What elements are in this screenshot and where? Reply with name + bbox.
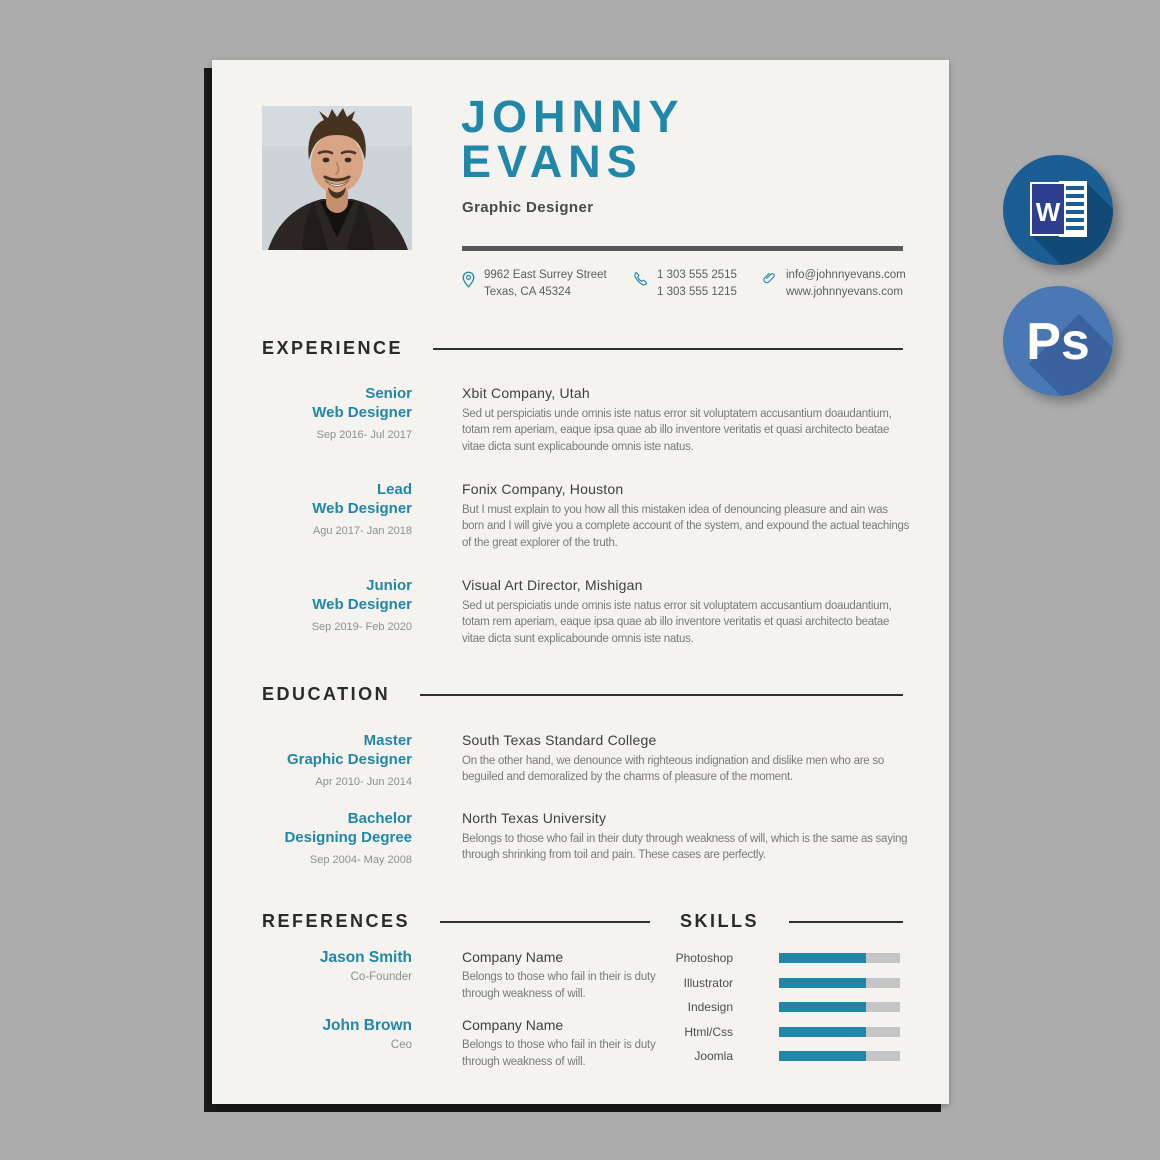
ps-letters: Ps <box>1026 313 1090 371</box>
skill-bar <box>779 953 900 963</box>
portrait-illustration <box>262 106 412 250</box>
job-title: Graphic Designer <box>462 199 594 216</box>
experience-entry-meta <box>262 577 412 647</box>
education-entry-meta <box>262 732 412 788</box>
skill-label: Indesign <box>687 1000 733 1014</box>
reference-role: Co-Founder <box>350 971 412 983</box>
experience-title <box>262 577 412 615</box>
references-heading-rule <box>440 921 650 923</box>
skill-label: Photoshop <box>675 951 733 965</box>
experience-heading-text: EXPERIENCE <box>262 338 404 358</box>
education-dates: Sep 2004- May 2008 <box>309 853 412 866</box>
title-line2: Graphic Designer <box>286 750 412 768</box>
title-line2: Web Designer <box>312 499 412 517</box>
profile-photo <box>262 106 412 250</box>
skills-list <box>512 948 903 1071</box>
address-line1: 9962 East Surrey Street <box>484 269 607 281</box>
education-section-heading <box>262 684 903 705</box>
experience-entry <box>262 577 912 647</box>
education-entry-meta <box>262 810 412 866</box>
education-heading-text: EDUCATION <box>262 684 391 704</box>
references-section-heading <box>262 911 650 932</box>
skill-row <box>512 997 903 1017</box>
reference-company: Company Name <box>462 949 564 965</box>
skill-bar-fill <box>779 953 866 963</box>
name-last: EVANS <box>461 136 643 187</box>
experience-title <box>262 385 412 423</box>
experience-entry-meta <box>262 385 412 455</box>
skill-label: Illustrator <box>683 975 733 990</box>
education-heading-rule <box>420 694 903 696</box>
word-file-badge[interactable] <box>1003 155 1113 265</box>
experience-dates: Sep 2016- Jul 2017 <box>316 428 412 441</box>
reference-name: John Brown <box>322 1017 412 1034</box>
experience-entry <box>262 481 912 551</box>
education-entry-body <box>462 732 912 788</box>
skill-label: Joomla <box>694 1049 733 1063</box>
link-icon <box>762 271 777 292</box>
skill-row <box>512 973 903 993</box>
reference-meta <box>262 1017 412 1070</box>
experience-title <box>262 481 412 519</box>
experience-entry <box>262 385 912 455</box>
experience-entry-body <box>462 385 912 455</box>
title-line1: Senior <box>365 385 412 402</box>
title-line1: Bachelor <box>347 810 412 827</box>
skill-row <box>512 1022 903 1042</box>
photoshop-icon <box>1003 286 1113 396</box>
reference-name: Jason Smith <box>319 949 412 966</box>
title-line2: Designing Degree <box>284 828 412 846</box>
page-title <box>461 91 685 187</box>
contact-row <box>462 267 907 309</box>
word-icon <box>1003 155 1113 265</box>
title-line1: Junior <box>366 577 412 594</box>
skill-bar <box>779 978 900 988</box>
experience-description: Sed ut perspiciatis unde omnis iste natus error sit voluptatem accusantium doaudantium, totam rem aperiam, eaque ipsa quae ab illo inventore veritatis et quasi architecto beatae vitae dicta sunt explicabounde omnis iste natus. <box>462 408 892 453</box>
skills-section-heading <box>680 911 903 932</box>
email-text: info@johnnyevans.com <box>786 269 906 281</box>
resume-page <box>212 60 949 1104</box>
skills-heading-text: SKILLS <box>680 911 760 931</box>
education-title <box>262 732 412 770</box>
skill-bar-fill <box>779 1002 866 1012</box>
contact-address-text <box>484 267 607 302</box>
education-dates: Apr 2010- Jun 2014 <box>315 775 412 788</box>
experience-description: Sed ut perspiciatis unde omnis iste natus error sit voluptatem accusantium doaudantium, totam rem aperiam, eaque ipsa quae ab illo inventore veritatis et quasi architecto beatae vitae dicta sunt explicabounde omnis iste natus. <box>462 600 892 645</box>
skill-bar-fill <box>779 1051 866 1061</box>
experience-company: Xbit Company, Utah <box>462 385 590 401</box>
education-entry-body <box>462 810 912 866</box>
education-school: North Texas University <box>462 810 607 826</box>
experience-company: Visual Art Director, Mishigan <box>462 577 643 593</box>
reference-company: Company Name <box>462 1017 564 1033</box>
education-title <box>262 810 412 848</box>
name-first: JOHNNY <box>461 91 685 142</box>
contact-web-text <box>786 267 906 302</box>
contact-web <box>762 267 906 302</box>
experience-section-heading <box>262 338 903 359</box>
skills-heading-rule <box>789 921 903 923</box>
title-line1: Lead <box>376 481 412 498</box>
contact-phone <box>633 267 737 302</box>
word-letter: W <box>1035 197 1061 227</box>
experience-dates: Sep 2019- Feb 2020 <box>311 620 412 633</box>
title-line2: Web Designer <box>312 595 412 613</box>
education-description: Belongs to those who fail in their duty through weakness of will, which is the same as saying through shrinking from toil and pain. These cases are perfectly. <box>462 833 908 862</box>
title-line1: Master <box>363 732 412 749</box>
skill-row <box>512 948 903 968</box>
skill-row <box>512 1046 903 1066</box>
phone-icon <box>633 271 648 292</box>
experience-dates: Agu 2017- Jan 2018 <box>312 524 412 537</box>
experience-description: But I must explain to you how all this mistaken idea of denouncing pleasure and ain was born and I will give you a complete account of the system, and expound the actual teachings of the great explorer of the truth. <box>462 504 910 549</box>
reference-description: Belongs to those who fail in their is duty through weakness of will. <box>462 1039 656 1068</box>
experience-heading-rule <box>433 348 903 350</box>
skill-bar <box>779 1027 900 1037</box>
contact-address <box>462 267 607 302</box>
phone-line2: 1 303 555 1215 <box>657 286 737 299</box>
website-text: www.johnnyevans.com <box>786 286 903 299</box>
experience-company: Fonix Company, Houston <box>462 481 624 497</box>
phone-line1: 1 303 555 2515 <box>657 269 737 281</box>
contact-phone-text <box>657 267 737 302</box>
header-divider <box>462 246 903 251</box>
location-pin-icon <box>462 271 475 294</box>
experience-entry-body <box>462 481 912 551</box>
photoshop-file-badge[interactable] <box>1003 286 1113 396</box>
education-school: South Texas Standard College <box>462 732 657 748</box>
skill-bar <box>779 1051 900 1061</box>
skill-label: Html/Css <box>684 1024 733 1039</box>
address-line2: Texas, CA 45324 <box>484 286 571 299</box>
skill-bar-fill <box>779 978 866 988</box>
title-line2: Web Designer <box>312 403 412 421</box>
reference-meta <box>262 949 412 1002</box>
reference-description: Belongs to those who fail in their is duty through weakness of will. <box>462 971 656 1000</box>
skill-bar-fill <box>779 1027 866 1037</box>
experience-entry-meta <box>262 481 412 551</box>
education-entry <box>262 810 912 866</box>
skill-bar <box>779 1002 900 1012</box>
education-description: On the other hand, we denounce with righteous indignation and dislike men who are so beguiled and demoralized by the charms of pleasure of the moment. <box>462 755 885 784</box>
reference-role: Ceo <box>390 1039 412 1051</box>
education-entry <box>262 732 912 788</box>
experience-entry-body <box>462 577 912 647</box>
references-heading-text: REFERENCES <box>262 911 411 931</box>
